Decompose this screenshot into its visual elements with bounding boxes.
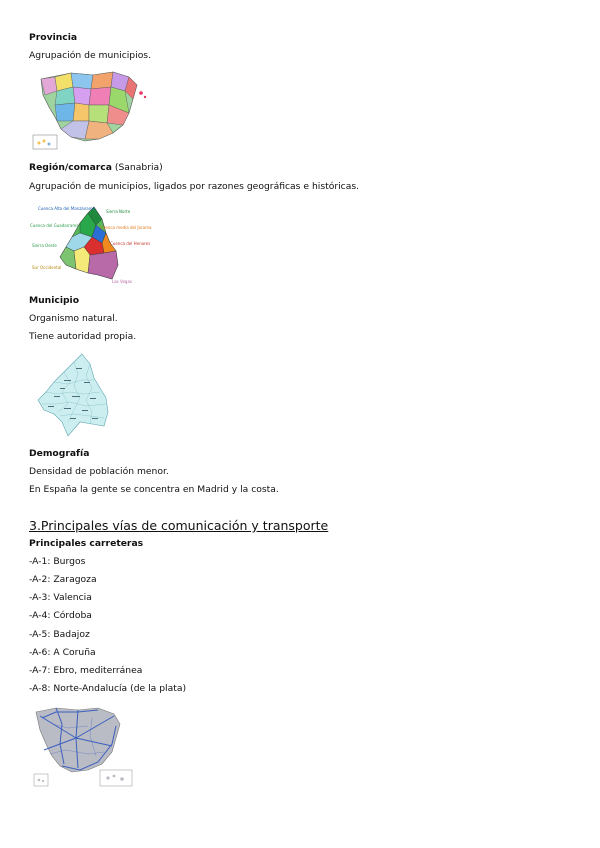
provincia-desc: Agrupación de municipios. <box>29 50 152 61</box>
demografia-line2: En España la gente se concentra en Madrid y la costa. <box>29 484 279 495</box>
road-a2: -A-2: Zaragoza <box>29 574 97 585</box>
label-cuenca-alta: Cuenca Alta del Manzanares <box>38 206 95 211</box>
region-heading <box>29 162 163 174</box>
municipio-title: Municipio <box>29 295 80 306</box>
spain-roads-map <box>32 704 136 790</box>
label-guadarrama: Cuenca del Guadarrama <box>30 223 79 228</box>
demografia-line1: Densidad de población menor. <box>29 466 169 477</box>
madrid-regions-map <box>30 203 152 285</box>
label-jarama: Cuenca media del Jarama <box>100 225 152 230</box>
demografia-title: Demografía <box>29 448 90 459</box>
region-note: (Sanabria) <box>111 162 163 173</box>
municipio-line1: Organismo natural. <box>29 313 118 324</box>
label-henares: Cuenca del Henares <box>110 241 151 246</box>
municipio-line2: Tiene autoridad propia. <box>29 331 137 342</box>
label-sierra-oeste: Sierra Oeste <box>32 243 57 248</box>
road-a1: -A-1: Burgos <box>29 556 86 567</box>
label-las-vegas: Las Vegas <box>112 279 132 284</box>
section3-subtitle: Principales carreteras <box>29 538 144 549</box>
spain-provinces-map <box>33 69 151 151</box>
road-a8: -A-8: Norte-Andalucía (de la plata) <box>29 683 187 694</box>
provincia-title: Provincia <box>29 32 78 43</box>
road-a7: -A-7: Ebro, mediterránea <box>29 665 143 676</box>
road-a5: -A-5: Badajoz <box>29 629 90 640</box>
madrid-municipalities-map <box>34 352 118 438</box>
region-title: Región/comarca <box>29 162 112 173</box>
road-a3: -A-3: Valencia <box>29 592 92 603</box>
region-desc: Agrupación de municipios, ligados por razones geográficas e históricas. <box>29 181 360 192</box>
section3-heading: 3.Principales vías de comunicación y transporte <box>29 518 329 533</box>
label-sierra-norte: Sierra Norte <box>106 209 131 214</box>
label-sur-occidental: Sur Occidental <box>32 265 62 270</box>
road-a4: -A-4: Córdoba <box>29 610 92 621</box>
road-a6: -A-6: A Coruña <box>29 647 96 658</box>
